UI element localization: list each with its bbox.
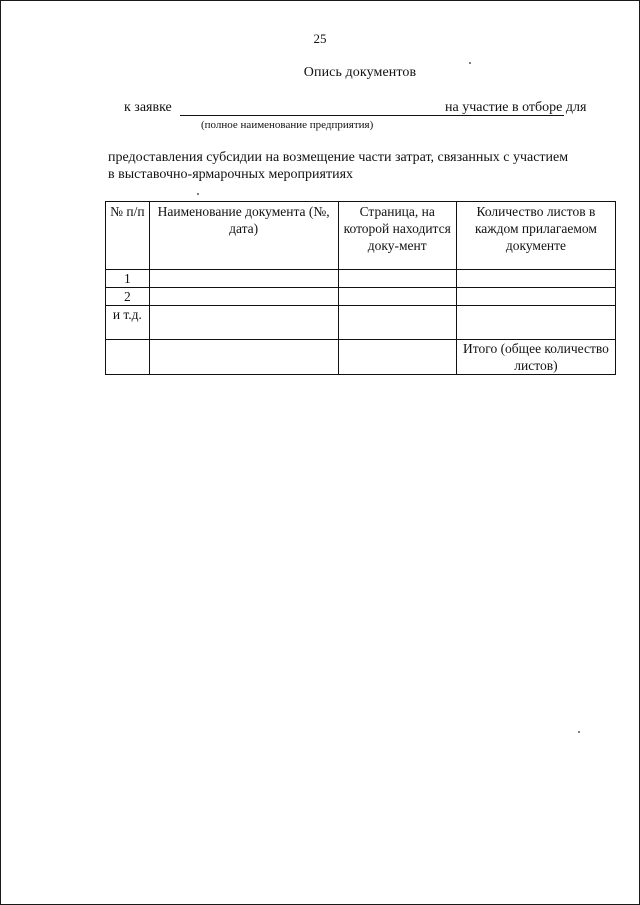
- total-row: [106, 340, 616, 375]
- document-cell[interactable]: [149, 306, 338, 340]
- purpose-text: [108, 149, 618, 183]
- sheets-cell[interactable]: [456, 288, 615, 306]
- scan-speck: [469, 62, 471, 64]
- row-number: 2: [106, 288, 150, 306]
- column-header-page: Страница, на которой находится доку-мент: [338, 202, 456, 270]
- sheets-cell[interactable]: [456, 270, 615, 288]
- document-title: Опись документов: [303, 65, 417, 80]
- total-empty-cell: [106, 340, 150, 375]
- request-prefix: к заявке: [124, 100, 172, 115]
- scan-speck: [197, 193, 199, 195]
- table-row: [106, 306, 616, 340]
- column-header-document: Наименование документа (№, дата): [149, 202, 338, 270]
- document-cell[interactable]: [149, 270, 338, 288]
- scan-speck: [578, 731, 580, 733]
- table-row: [106, 270, 616, 288]
- document-cell[interactable]: [149, 288, 338, 306]
- column-header-number: № п/п: [106, 202, 150, 270]
- purpose-line: в выставочно-ярмарочных мероприятиях: [108, 167, 354, 182]
- page-cell[interactable]: [338, 288, 456, 306]
- table-row: [106, 288, 616, 306]
- column-header-sheets: Количество листов в каждом прилагаемом документе: [456, 202, 615, 270]
- row-number: и т.д.: [106, 306, 150, 340]
- total-label: Итого (общее количество листов): [456, 340, 615, 375]
- table-header-row: [106, 202, 616, 270]
- page-cell[interactable]: [338, 270, 456, 288]
- row-number: 1: [106, 270, 150, 288]
- request-line: [124, 100, 604, 120]
- request-suffix: на участие в отборе для: [445, 100, 587, 115]
- page-number: 25: [313, 31, 327, 46]
- total-empty-cell: [149, 340, 338, 375]
- company-name-hint: (полное наименование предприятия): [201, 119, 374, 131]
- documents-table: [105, 201, 616, 375]
- page-cell[interactable]: [338, 306, 456, 340]
- sheets-cell[interactable]: [456, 306, 615, 340]
- purpose-line: предоставления субсидии на возмещение части затрат, связанных с участием: [108, 150, 569, 165]
- total-empty-cell: [338, 340, 456, 375]
